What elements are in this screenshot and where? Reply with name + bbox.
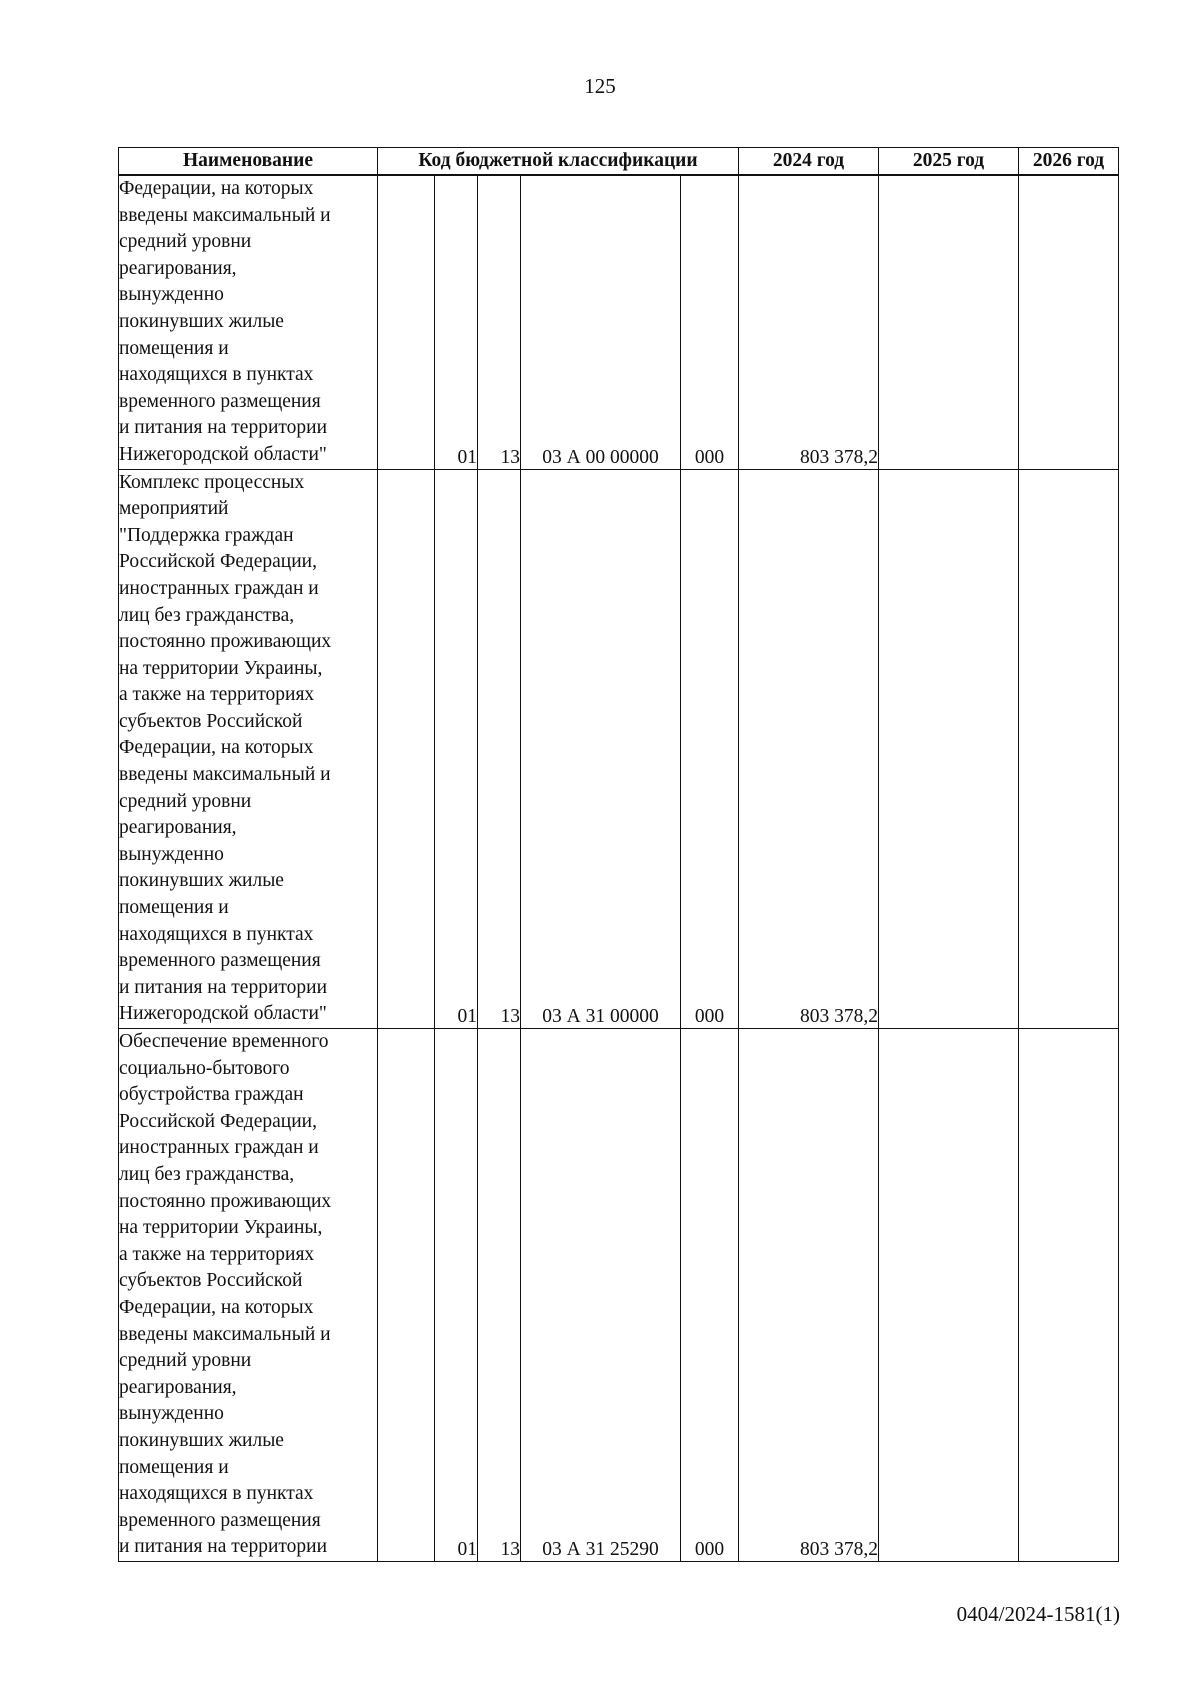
row-name: Федерации, на которых введены максимальный и средний уровни реагирования, вынужденно покинувших жилые помещения и находящихся в пунктах временного размещения и питания на территории Нижегородской области" <box>119 175 378 469</box>
amount-2024: 803 378,2 <box>739 1029 879 1562</box>
code-section: 01 <box>435 1029 478 1562</box>
header-name: Наименование <box>119 148 378 176</box>
code-expense-type: 000 <box>681 469 739 1028</box>
code-expense-type: 000 <box>681 1029 739 1562</box>
row-name: Комплекс процессных мероприятий "Поддержка граждан Российской Федерации, иностранных граждан и лиц без гражданства, постоянно проживающих на территории Украины, а также на территориях субъектов Российской Федерации, на которых введены максимальный и средний уровни реагирования, вынужденно покинувших жилые помещения и находящихся в пунктах временного размещения и питания на территории Нижегородской области" <box>119 469 378 1028</box>
code-subsection: 13 <box>478 469 521 1028</box>
amount-2025 <box>879 1029 1019 1562</box>
code-section: 01 <box>435 175 478 469</box>
table-row <box>119 175 1119 469</box>
code-subsection: 13 <box>478 175 521 469</box>
row-name: Обеспечение временного социально-бытового обустройства граждан Российской Федерации, иностранных граждан и лиц без гражданства, постоянно проживающих на территории Украины, а также на территориях субъектов Российской Федерации, на которых введены максимальный и средний уровни реагирования, вынужденно покинувших жилые помещения и находящихся в пунктах временного размещения и питания на территории <box>119 1029 378 1562</box>
amount-2026 <box>1019 175 1119 469</box>
code-target-article: 03 А 00 00000 <box>521 175 681 469</box>
header-2025: 2025 год <box>879 148 1019 176</box>
page-number: 125 <box>584 74 616 98</box>
amount-2024: 803 378,2 <box>739 469 879 1028</box>
table-header-row <box>119 148 1119 176</box>
amount-2025 <box>879 175 1019 469</box>
table-row <box>119 1029 1119 1562</box>
code-section: 01 <box>435 469 478 1028</box>
budget-table <box>118 147 1119 1562</box>
amount-2025 <box>879 469 1019 1028</box>
code-part-1 <box>378 469 435 1028</box>
code-part-1 <box>378 175 435 469</box>
code-part-1 <box>378 1029 435 1562</box>
amount-2024: 803 378,2 <box>739 175 879 469</box>
code-target-article: 03 А 31 25290 <box>521 1029 681 1562</box>
code-target-article: 03 А 31 00000 <box>521 469 681 1028</box>
document-id: 0404/2024-1581(1) <box>956 1602 1120 1626</box>
code-subsection: 13 <box>478 1029 521 1562</box>
table-row <box>119 469 1119 1028</box>
header-2026: 2026 год <box>1019 148 1119 176</box>
header-budget-code: Код бюджетной классификации <box>378 148 739 176</box>
amount-2026 <box>1019 1029 1119 1562</box>
amount-2026 <box>1019 469 1119 1028</box>
header-2024: 2024 год <box>739 148 879 176</box>
code-expense-type: 000 <box>681 175 739 469</box>
